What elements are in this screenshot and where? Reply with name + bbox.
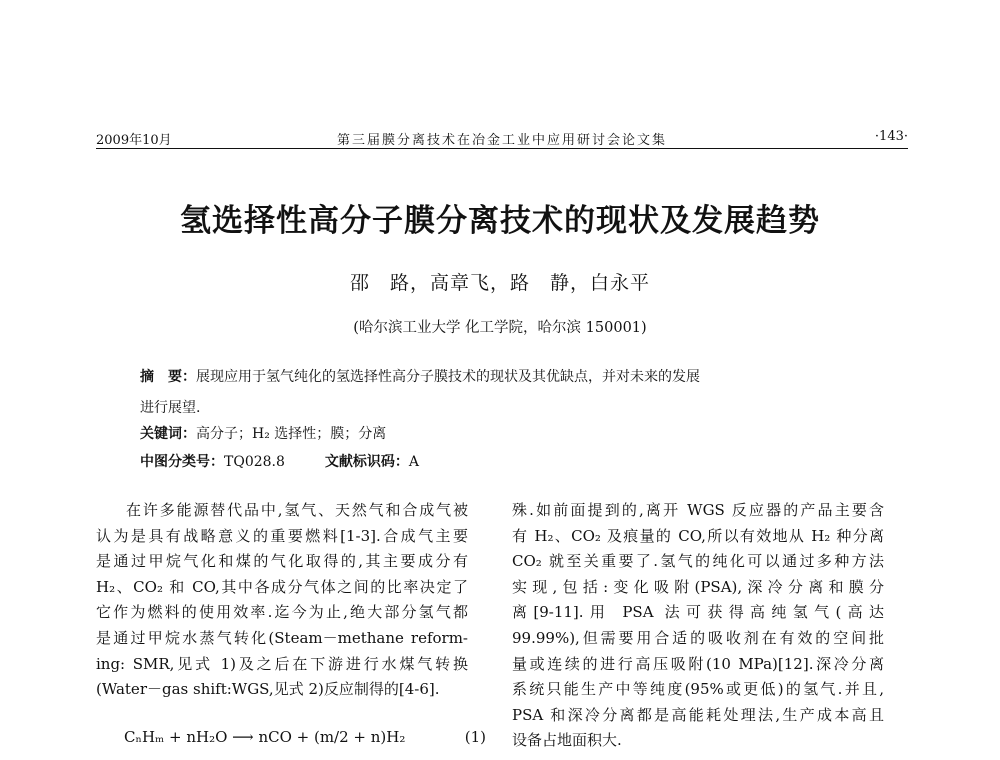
header-proceedings-title: 第三届膜分离技术在冶金工业中应用研讨会论文集 [336, 133, 667, 148]
body-line: 实现,包括:变化吸附(PSA),深冷分离和膜分 [512, 577, 884, 596]
author-list: 邵 路，高章飞，路 静，白永平 [349, 272, 650, 294]
body-line: ing: SMR,见式 1)及之后在下游进行水煤气转换 [96, 654, 468, 673]
body-line: 量或连续的进行高压吸附(10 MPa)[12].深冷分离 [512, 654, 884, 673]
abstract-text-1: 展现应用于氢气纯化的氢选择性高分子膜技术的现状及其优缺点，并对未来的发展 [196, 369, 700, 385]
classification [140, 451, 880, 471]
body-line: PSA 和深冷分离都是高能耗处理法,生产成本高且 [512, 705, 884, 724]
body-line: 系统只能生产中等纯度(95%或更低)的氢气.并且, [512, 680, 884, 699]
classification-value: TQ028.8 [224, 454, 285, 470]
equation-expression: CₙHₘ + nH₂O ⟶ nCO + (m/2 + n)H₂ [124, 728, 406, 746]
body-line: 99.99%),但需要用合适的吸收剂在有效的空间批 [512, 628, 884, 647]
keywords [140, 423, 880, 443]
body-line: CO₂ 就至关重要了.氢气的纯化可以通过多种方法 [512, 552, 884, 571]
document-code-value: A [408, 454, 420, 470]
body-line: 是通过甲烷水蒸气转化(Steam－methane reform- [96, 628, 468, 647]
header-page-number: ·143· [874, 129, 908, 144]
header-date: 2009年10月 [96, 133, 172, 148]
body-line: 认为是具有战略意义的重要燃料[1-3].合成气主要 [96, 526, 468, 545]
body-line: 是通过甲烷气化和煤的气化取得的,其主要成分有 [96, 552, 468, 571]
paper-title: 氢选择性高分子膜分离技术的现状及发展趋势 [180, 203, 820, 239]
keywords-value: 高分子；H₂ 选择性；膜；分离 [196, 426, 387, 442]
body-line: H₂、CO₂ 和 CO,其中各成分气体之间的比率决定了 [96, 577, 468, 596]
body-line: 离[9-11].用 PSA 法可获得高纯氢气(高达 [512, 603, 884, 622]
document-code-label: 文献标识码： [324, 454, 409, 470]
running-header [96, 127, 908, 149]
abstract-line-2: 进行展望. [140, 400, 201, 416]
keywords-label: 关键词： [140, 426, 196, 442]
body-column-left [96, 498, 468, 703]
body-line: 殊.如前面提到的,离开 WGS 反应器的产品主要含 [512, 501, 884, 519]
affiliation: (哈尔滨工业大学 化工学院，哈尔滨 150001) [353, 320, 647, 336]
body-line: 它作为燃料的使用效率.迄今为止,绝大部分氢气都 [96, 603, 468, 622]
body-column-right [512, 498, 884, 754]
classification-label: 中图分类号： [140, 454, 224, 470]
body-line: 设备占地面积大. [512, 731, 622, 750]
body-line: 有 H₂、CO₂ 及痕量的 CO,所以有效地从 H₂ 种分离 [512, 526, 884, 545]
body-line: (Water－gas shift:WGS,见式 2)反应制得的[4-6]. [96, 680, 440, 699]
body-line: 在许多能源替代品中,氢气、天然气和合成气被 [126, 501, 468, 519]
equation-number: (1) [464, 728, 486, 746]
abstract-label: 摘 要： [140, 369, 196, 385]
equation-1 [124, 728, 486, 746]
abstract-line-1 [140, 366, 880, 386]
header-rule [96, 148, 908, 149]
